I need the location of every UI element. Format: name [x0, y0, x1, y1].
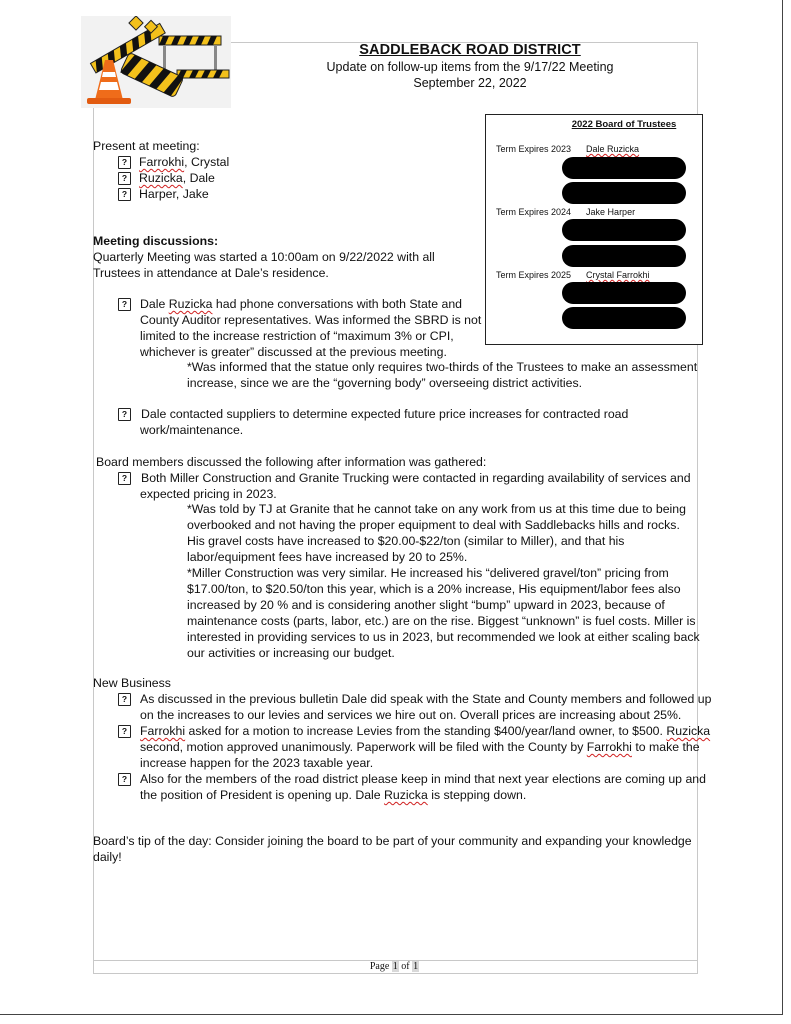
discussion-item: Dale contacted suppliers to determine expected future price increases for contracted road — [141, 407, 629, 421]
bullet-icon: ? — [118, 172, 131, 185]
tip-of-the-day: Board’s tip of the day: Consider joining the board to be part of your community and expanding your knowledge — [93, 834, 692, 848]
attendee: Farrokhi, Crystal — [139, 155, 230, 169]
redaction-bar — [562, 157, 686, 179]
tip-of-the-day-line: daily! — [93, 850, 122, 864]
attendee: Harper, Jake — [139, 187, 209, 201]
new-business-item: Also for the members of the road district please keep in mind that next year elections are coming up and — [140, 772, 706, 786]
new-business-item: As discussed in the previous bulletin Dale did speak with the State and County members and followed up — [140, 692, 712, 706]
miller-note: maintenance costs (parts, labor, etc.) are on the rise. Biggest “unknown” is fuel costs. Miller is — [187, 614, 696, 628]
bullet-icon: ? — [118, 773, 131, 786]
new-business-heading: New Business — [93, 676, 171, 690]
term-row — [496, 270, 650, 280]
new-business-item: Farrokhi asked for a motion to increase Levies from the standing $400/year/land owner, to $500. Ruzicka — [140, 724, 711, 738]
board-discussion-heading: Board members discussed the following after information was gathered: — [96, 455, 487, 469]
term-label: Term Expires 2025 — [496, 270, 572, 280]
discussion-item-line: County Auditor representatives. Was informed the SBRD is not — [140, 313, 482, 327]
granite-note: His gravel costs have increased to $20.00-$22/ton (similar to Miller), and that his — [187, 534, 625, 548]
page-number-footer: Page 1 of 1 — [369, 961, 419, 972]
bullet-icon: ? — [118, 472, 131, 485]
discussion-note: *Was informed that the statue only requires two-thirds of the Trustees to make an assessment — [187, 360, 698, 374]
bullet-icon: ? — [118, 725, 131, 738]
document-title: SADDLEBACK ROAD DISTRICT — [359, 42, 581, 58]
term-label: Term Expires 2023 — [496, 144, 572, 154]
new-business-item-line: on the increases to our levies and services we hire out on. Overall prices are increasing about 25%. — [140, 708, 682, 722]
redaction-bar — [562, 219, 686, 241]
granite-note: overbooked and not having the proper equipment to deal with Saddlebacks hills and rocks. — [187, 518, 680, 532]
granite-note: labor/equipment fees have increased by 20 to 25%. — [187, 550, 468, 564]
board-title: 2022 Board of Trustees — [571, 119, 677, 130]
board-of-trustees-box — [485, 114, 703, 345]
trustee-name: Crystal Farrokhi — [586, 270, 650, 280]
bullet-icon: ? — [118, 156, 131, 169]
discussion-item-line: whichever is greater” discussed at the previous meeting. — [140, 345, 447, 359]
bullet-icon: ? — [118, 408, 131, 421]
miller-note: *Miller Construction was very similar. He increased his “delivered gravel/ton” pricing from — [187, 566, 669, 580]
document-subtitle: Update on follow-up items from the 9/17/22 Meeting — [326, 60, 614, 74]
miller-note: $17.00/ton, to $20.50/ton this year, which is a 20% increase, His equipment/labor fees also — [187, 582, 681, 596]
bullet-icon: ? — [118, 188, 131, 201]
board-discussion-item: Both Miller Construction and Granite Trucking were contacted in regarding availability of services and — [141, 471, 691, 485]
miller-note: our activities or increasing our budget. — [187, 646, 395, 660]
redaction-bar — [562, 245, 686, 267]
term-row — [496, 144, 639, 154]
bullet-icon: ? — [118, 693, 131, 706]
construction-barrier-logo — [81, 16, 231, 108]
attendee: Ruzicka, Dale — [139, 171, 215, 185]
new-business-item-line: the position of President is opening up. Dale Ruzicka is stepping down. — [140, 788, 527, 802]
discussion-item-line: limited to the increase restriction of “maximum 3% or CPI, — [140, 329, 454, 343]
bullet-icon: ? — [118, 298, 131, 311]
miller-note: interested in providing services to us in 2023, but recommended we look at either scaling back — [187, 630, 700, 644]
miller-note: increased by 20 % and is considering another slight “bump” upward in 2023, because of — [187, 598, 665, 612]
redaction-bar — [562, 182, 686, 204]
redaction-bar — [562, 282, 686, 304]
new-business-item-line: second, motion approved unanimously. Paperwork will be filed with the County by Farrokhi to make the — [140, 740, 700, 754]
new-business-item-line: increase happen for the 2023 taxable year. — [140, 756, 374, 770]
trustee-name: Dale Ruzicka — [586, 144, 640, 154]
discussion-note: increase, since we are the “governing body” overseeing district activities. — [187, 376, 583, 390]
term-row — [496, 207, 635, 217]
granite-note: *Was told by TJ at Granite that he cannot take on any work from us at this time due to being — [187, 502, 686, 516]
discussion-intro: Trustees in attendance at Dale’s residence. — [93, 266, 329, 280]
discussion-item-line: work/maintenance. — [140, 423, 244, 437]
discussion-item: Dale Ruzicka had phone conversations with both State and — [140, 297, 462, 311]
document-date: September 22, 2022 — [413, 76, 527, 90]
discussion-heading: Meeting discussions: — [93, 234, 219, 248]
redaction-bar — [562, 307, 686, 329]
board-discussion-item-line: expected pricing in 2023. — [140, 487, 277, 501]
discussion-intro: Quarterly Meeting was started a 10:00am on 9/22/2022 with all — [93, 250, 435, 264]
term-label: Term Expires 2024 — [496, 207, 572, 217]
present-heading: Present at meeting: — [93, 139, 200, 153]
trustee-name: Jake Harper — [586, 207, 636, 217]
